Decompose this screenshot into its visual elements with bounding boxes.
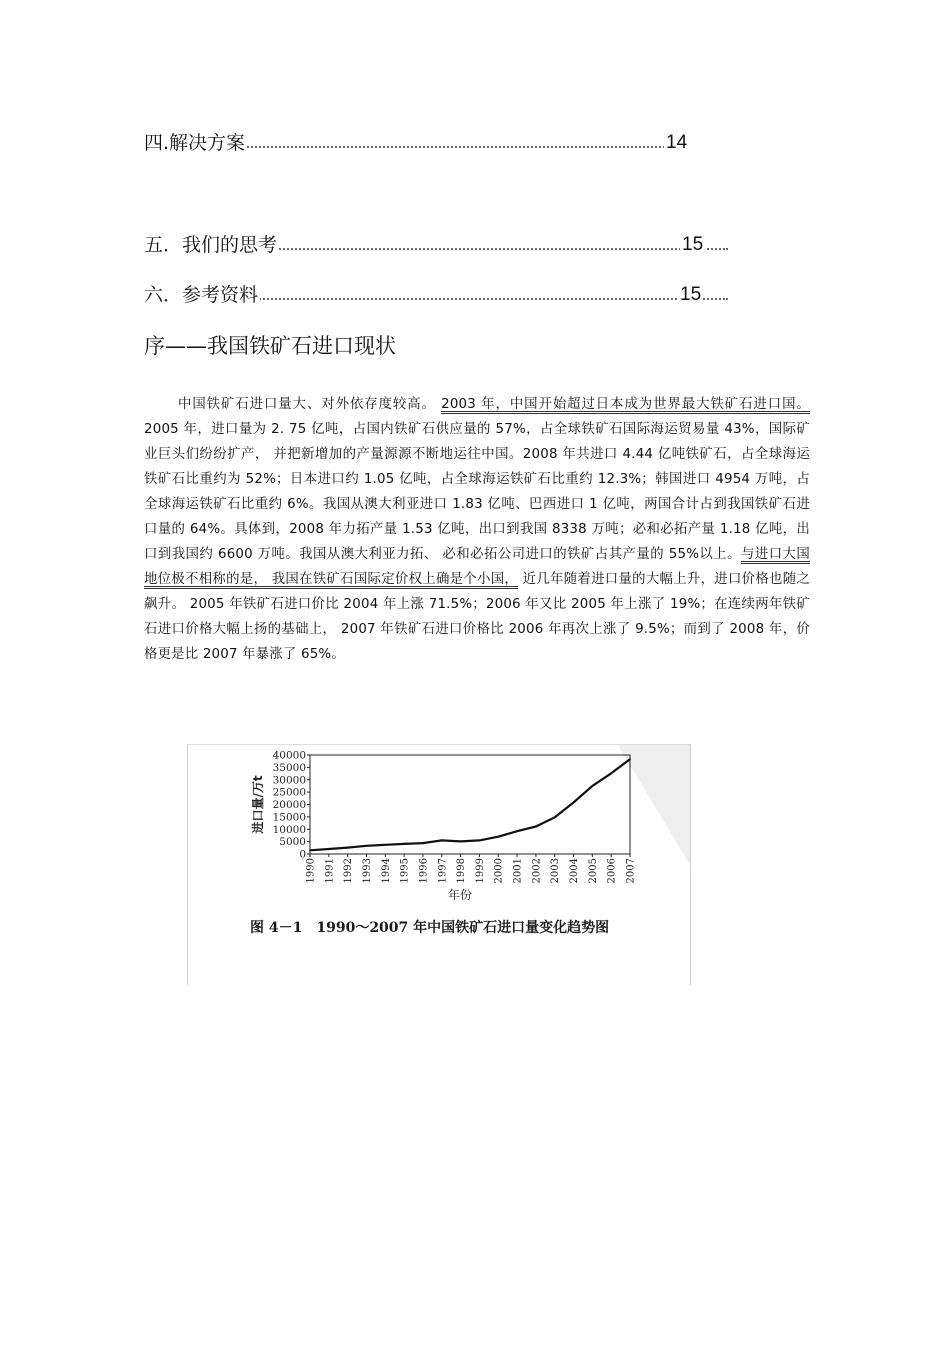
figure-caption: 图 4－1 1990～2007 年中国铁矿石进口量变化趋势图 [250,920,610,936]
x-tick-label: 1994 [380,858,392,884]
x-tick-label: 2003 [550,858,562,884]
y-tick-label: 40000 [272,749,306,762]
x-tick-label: 1995 [399,858,411,884]
text-run: 中国铁矿石进口量大、对外依存度较高。 [178,397,442,412]
text-run: 2005 年，进口量为 2. 75 亿吨，占国内铁矿石供应量的 57%，占全球铁矿石国际海运贸易量 43%，国际矿业巨头们纷纷扩产， 并把新增加的产量源源不断地运往中国。2008 年共进口 4.44 亿吨铁矿石，占全球海运铁矿石比重约为 52%；日本进口约 1.05 亿吨，占全球海运铁矿石比重约 12.3%；韩国进口 4954 万吨，占全球海运铁矿石比重约 6%。我国从澳大利亚进口 1.83 亿吨、巴西进口 1 亿吨，两国合计占到我国铁矿石进口量的 64%。具体到，2008 年力拓产量 1.53 亿吨，出口到我国 8338 万吨；必和必拓产量 1.18 亿吨，出口到我国约 6600 万吨。我国从澳大利亚力拓、 必和必拓公司进口的铁矿占其产量的 55%以上。 [144,422,810,562]
x-axis-label: 年份 [447,888,473,902]
y-tick-label: 10000 [272,823,306,836]
x-tick-label: 1990 [305,858,317,884]
y-axis-label: 进口量/万t [251,775,265,834]
x-tick-label: 2007 [625,858,637,884]
figure [187,744,691,985]
data-point [554,816,556,818]
toc-page-number: 15 [680,284,702,305]
toc-entry-solution[interactable] [144,131,728,155]
x-tick-label: 1997 [437,858,449,884]
series-line [310,759,630,850]
data-point [366,845,368,847]
x-tick-label: 2006 [606,858,618,884]
text-run: 近几年随着进口量的大幅上升，进口价格也随之飙升。 2005 年铁矿石进口价比 2004 年上涨 71.5%；2006 年又比 2005 年上涨了 19%；在连续两年铁矿石进口价格大幅上扬的基础上， 2007 年铁矿石进口价格比 2006 年再次上涨了 9.5%；而到了 2008 年，价格更是比 2007 年暴涨了 65%。 [144,572,810,662]
data-point [573,802,575,804]
line-chart [188,745,690,985]
data-point [309,849,311,851]
toc-entry-references[interactable] [144,283,728,307]
x-tick-label: 1998 [456,858,468,884]
toc-entry-thoughts[interactable] [144,233,728,257]
y-tick-label: 15000 [272,811,306,824]
scan-shadow [618,745,690,865]
data-point [535,826,537,828]
x-tick-label: 1993 [361,858,373,884]
y-tick-label: 25000 [272,786,306,799]
y-tick-label: 5000 [279,836,306,849]
data-point [610,772,612,774]
toc-label: 四.解决方案 [144,132,246,154]
data-point [460,840,462,842]
x-tick-label: 1996 [418,858,430,884]
data-point [384,844,386,846]
x-tick-label: 2004 [569,858,581,884]
x-tick-label: 1992 [343,858,355,884]
data-point [479,839,481,841]
toc-label: 六．参考资料 [144,284,259,306]
toc-page-number: 14 [666,132,688,153]
data-point [516,830,518,832]
data-point [591,785,593,787]
data-point [497,836,499,838]
x-tick-label: 2001 [512,858,524,884]
data-point [328,848,330,850]
x-tick-label: 1999 [474,858,486,884]
data-point [629,758,631,760]
y-tick-label: 35000 [272,761,306,774]
x-tick-label: 1991 [324,858,336,884]
body-paragraph [144,392,810,667]
data-point [441,839,443,841]
underlined-text: 与进口大国地位极不相称的是， 我国在铁矿石国际定价权上确是个小国， [144,547,811,587]
section-title: 序——我国铁矿石进口现状 [144,334,396,358]
y-tick-label: 20000 [272,799,306,811]
toc-page-number: 15 [682,234,704,255]
x-tick-label: 2002 [531,858,543,884]
toc-label: 五．我们的思考 [144,234,278,256]
data-point [403,843,405,845]
x-tick-label: 2005 [587,858,599,884]
y-tick-label: 30000 [272,774,306,787]
underlined-text: 2003 年，中国开始超过日本成为世界最大铁矿石进口国。 [441,397,810,412]
data-point [347,847,349,849]
plot-frame [310,755,630,854]
data-point [422,842,424,844]
y-tick-label: 0 [299,848,306,861]
x-tick-label: 2000 [493,858,505,884]
